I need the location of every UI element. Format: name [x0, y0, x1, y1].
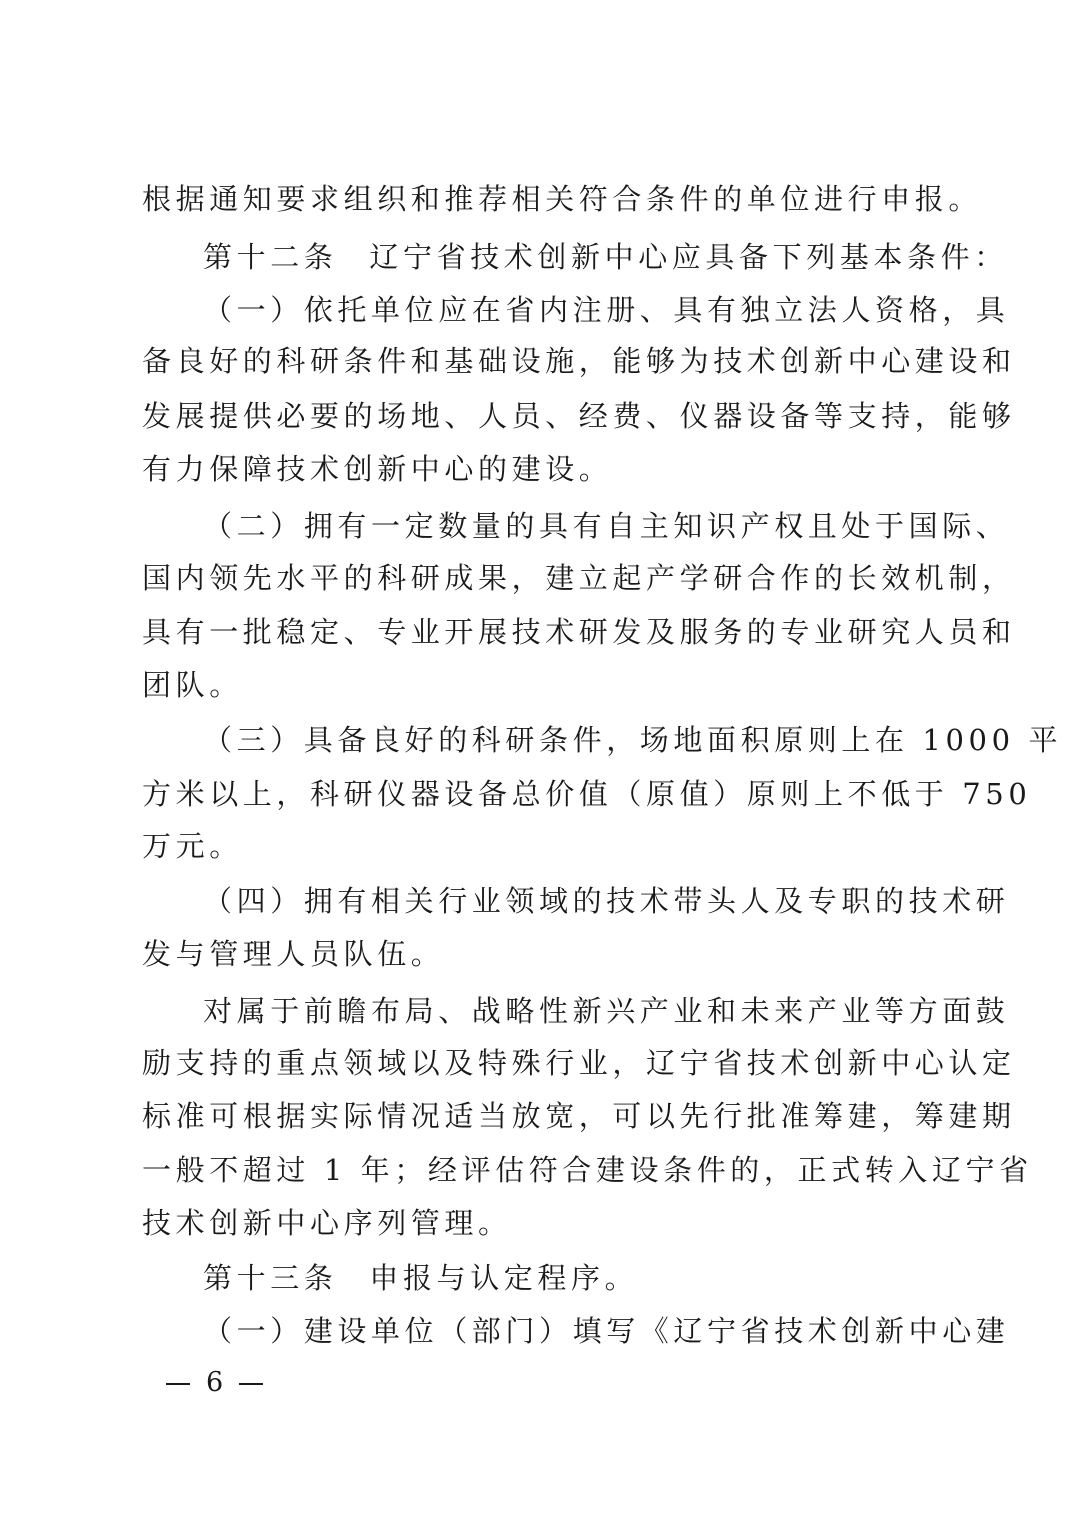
text-line-11: 方米以上，科研仪器设备总价值（原值）原则上不低于 750 [142, 777, 1032, 811]
text-line-17: 标准可根据实际情况适当放宽，可以先行批准筹建，筹建期 [142, 1099, 1016, 1133]
text-line-5: 有力保障技术创新中心的建设。 [142, 452, 613, 486]
page-number [166, 1363, 263, 1403]
article-12-heading [203, 237, 1008, 277]
article-12-text: 辽宁省技术创新中心应具备下列基本条件： [369, 240, 1008, 274]
text-line-13: （四）拥有相关行业领域的技术带头人及专职的技术研 [203, 884, 1010, 918]
text-line-9: 团队。 [142, 668, 243, 702]
page-number-dash-left [166, 1383, 190, 1385]
text-line-12: 万元。 [142, 829, 243, 863]
text-line-2: （一）依托单位应在省内注册、具有独立法人资格，具 [203, 293, 1010, 327]
page-number-dash-right [239, 1383, 263, 1385]
text-line-16: 励支持的重点领域以及特殊行业，辽宁省技术创新中心认定 [142, 1046, 1016, 1080]
text-line-8: 具有一批稳定、专业开展技术研发及服务的专业研究人员和 [142, 615, 1016, 649]
page-number-value: 6 [206, 1367, 224, 1398]
text-line-7: 国内领先水平的科研成果，建立起产学研合作的长效机制， [142, 561, 1016, 595]
article-13-heading [203, 1258, 942, 1298]
text-line-14: 发与管理人员队伍。 [142, 937, 445, 971]
article-13-text: 申报与认定程序。 [369, 1261, 639, 1295]
article-13-number: 第十三条 [203, 1261, 338, 1295]
text-line-20: （一）建设单位（部门）填写《辽宁省技术创新中心建 [203, 1314, 1010, 1348]
text-line-19: 技术创新中心序列管理。 [142, 1206, 512, 1240]
text-line-15: 对属于前瞻布局、战略性新兴产业和未来产业等方面鼓 [203, 994, 1010, 1028]
text-line-18: 一般不超过 1 年；经评估符合建设条件的，正式转入辽宁省 [142, 1153, 1033, 1187]
text-line-6: （二）拥有一定数量的具有自主知识产权且处于国际、 [203, 509, 1010, 543]
text-line-10: （三）具备良好的科研条件，场地面积原则上在 1000 平 [203, 723, 1063, 757]
article-12-number: 第十二条 [203, 240, 338, 274]
text-line-4: 发展提供必要的场地、人员、经费、仪器设备等支持，能够 [142, 399, 1016, 433]
text-line-1: 根据通知要求组织和推荐相关符合条件的单位进行申报。 [142, 182, 983, 216]
text-line-3: 备良好的科研条件和基础设施，能够为技术创新中心建设和 [142, 344, 1016, 378]
